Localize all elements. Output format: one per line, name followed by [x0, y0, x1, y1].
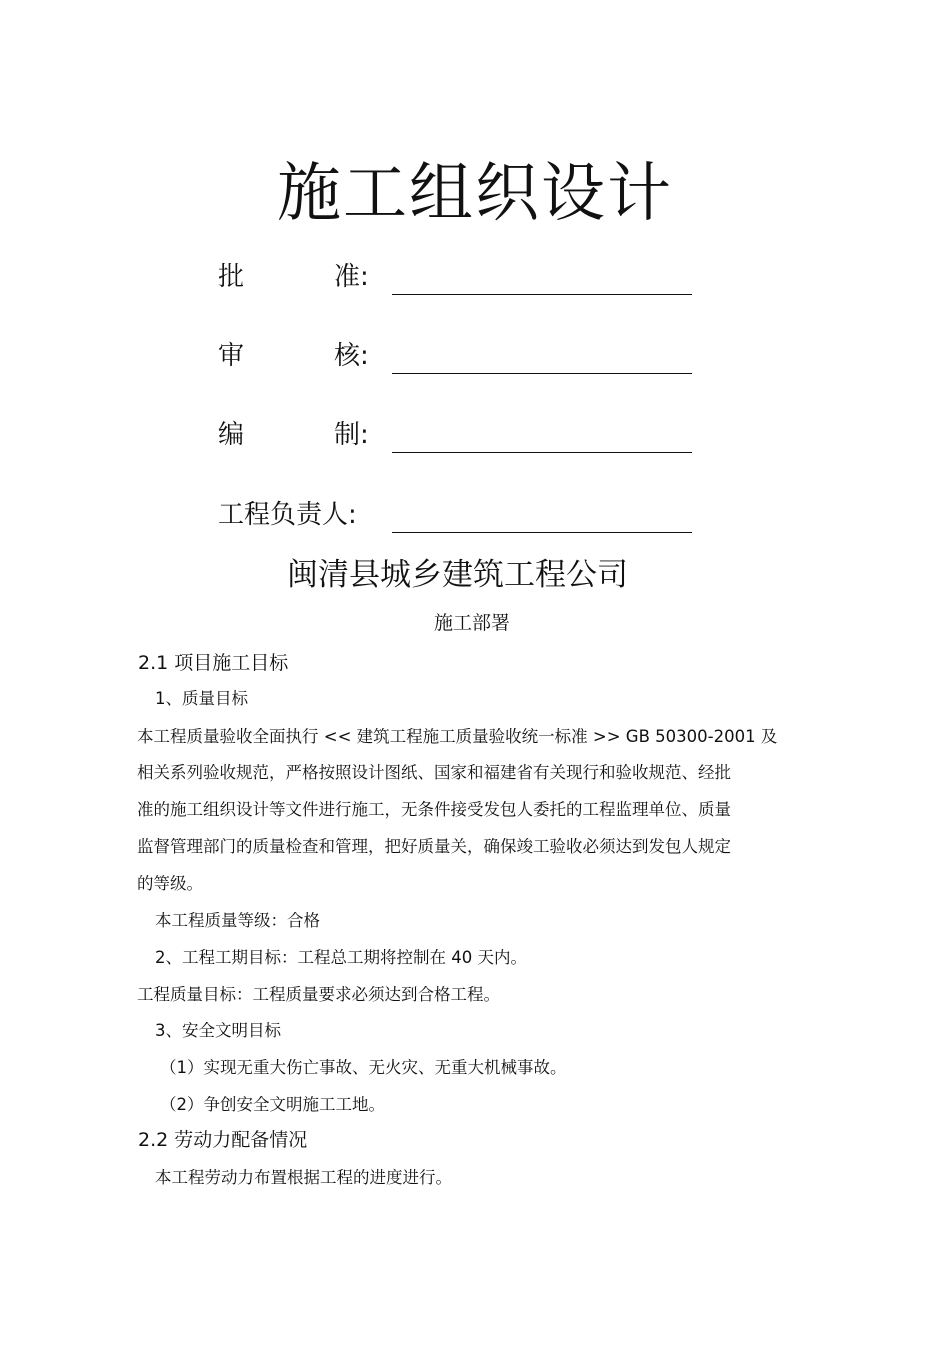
signature-label: 工程负责人: — [218, 500, 357, 530]
subheading-quality-goal: 1、质量目标 — [155, 689, 248, 708]
signature-row-approve — [218, 255, 698, 295]
section-heading-2-2: 2.2 劳动力配备情况 — [138, 1129, 308, 1151]
signature-row-manager — [218, 493, 698, 533]
safety-item: （1）实现无重大伤亡事故、无火灾、无重大机械事故。 — [160, 1058, 567, 1077]
paragraph-line: 准的施工组织设计等文件进行施工，无条件接受发包人委托的工程监理单位、质量 — [137, 800, 731, 819]
signature-blank-line — [392, 373, 692, 374]
paragraph-line: 本工程质量验收全面执行 << 建筑工程施工质量验收统一标准 >> GB 50300-2001 及 — [137, 727, 778, 746]
signature-label-char: 制: — [334, 420, 369, 450]
signature-blank-line — [392, 452, 692, 453]
safety-item: （2）争创安全文明施工工地。 — [160, 1095, 385, 1114]
signature-label-char: 核: — [334, 341, 369, 371]
paragraph-line: 相关系列验收规范，严格按照设计图纸、国家和福建省有关现行和验收规范、经批 — [137, 763, 731, 782]
duration-goal-text: 2、工程工期目标：工程总工期将控制在 40 天内。 — [155, 948, 527, 967]
quality-goal-text: 工程质量目标：工程质量要求必须达到合格工程。 — [137, 985, 500, 1004]
signature-blank-line — [392, 532, 692, 533]
quality-grade-text: 本工程质量等级：合格 — [155, 911, 320, 930]
section-title: 施工部署 — [433, 612, 510, 634]
signature-row-prepare — [218, 413, 698, 453]
signature-label-char: 准: — [334, 262, 369, 292]
subheading-safety-goal: 3、安全文明目标 — [155, 1021, 281, 1040]
signature-label-char: 编 — [218, 420, 245, 450]
company-name: 闽清县城乡建筑工程公司 — [287, 557, 628, 593]
section-heading-2-1: 2.1 项目施工目标 — [138, 652, 289, 674]
signature-row-review — [218, 334, 698, 374]
labor-text: 本工程劳动力布置根据工程的进度进行。 — [155, 1168, 452, 1187]
signature-blank-line — [392, 294, 692, 295]
document-title: 施工组织设计 — [277, 157, 673, 231]
paragraph-line: 的等级。 — [137, 874, 203, 893]
signature-label-char: 审 — [218, 341, 245, 371]
paragraph-line: 监督管理部门的质量检查和管理，把好质量关，确保竣工验收必须达到发包人规定 — [137, 837, 731, 856]
signature-label-char: 批 — [218, 262, 245, 292]
